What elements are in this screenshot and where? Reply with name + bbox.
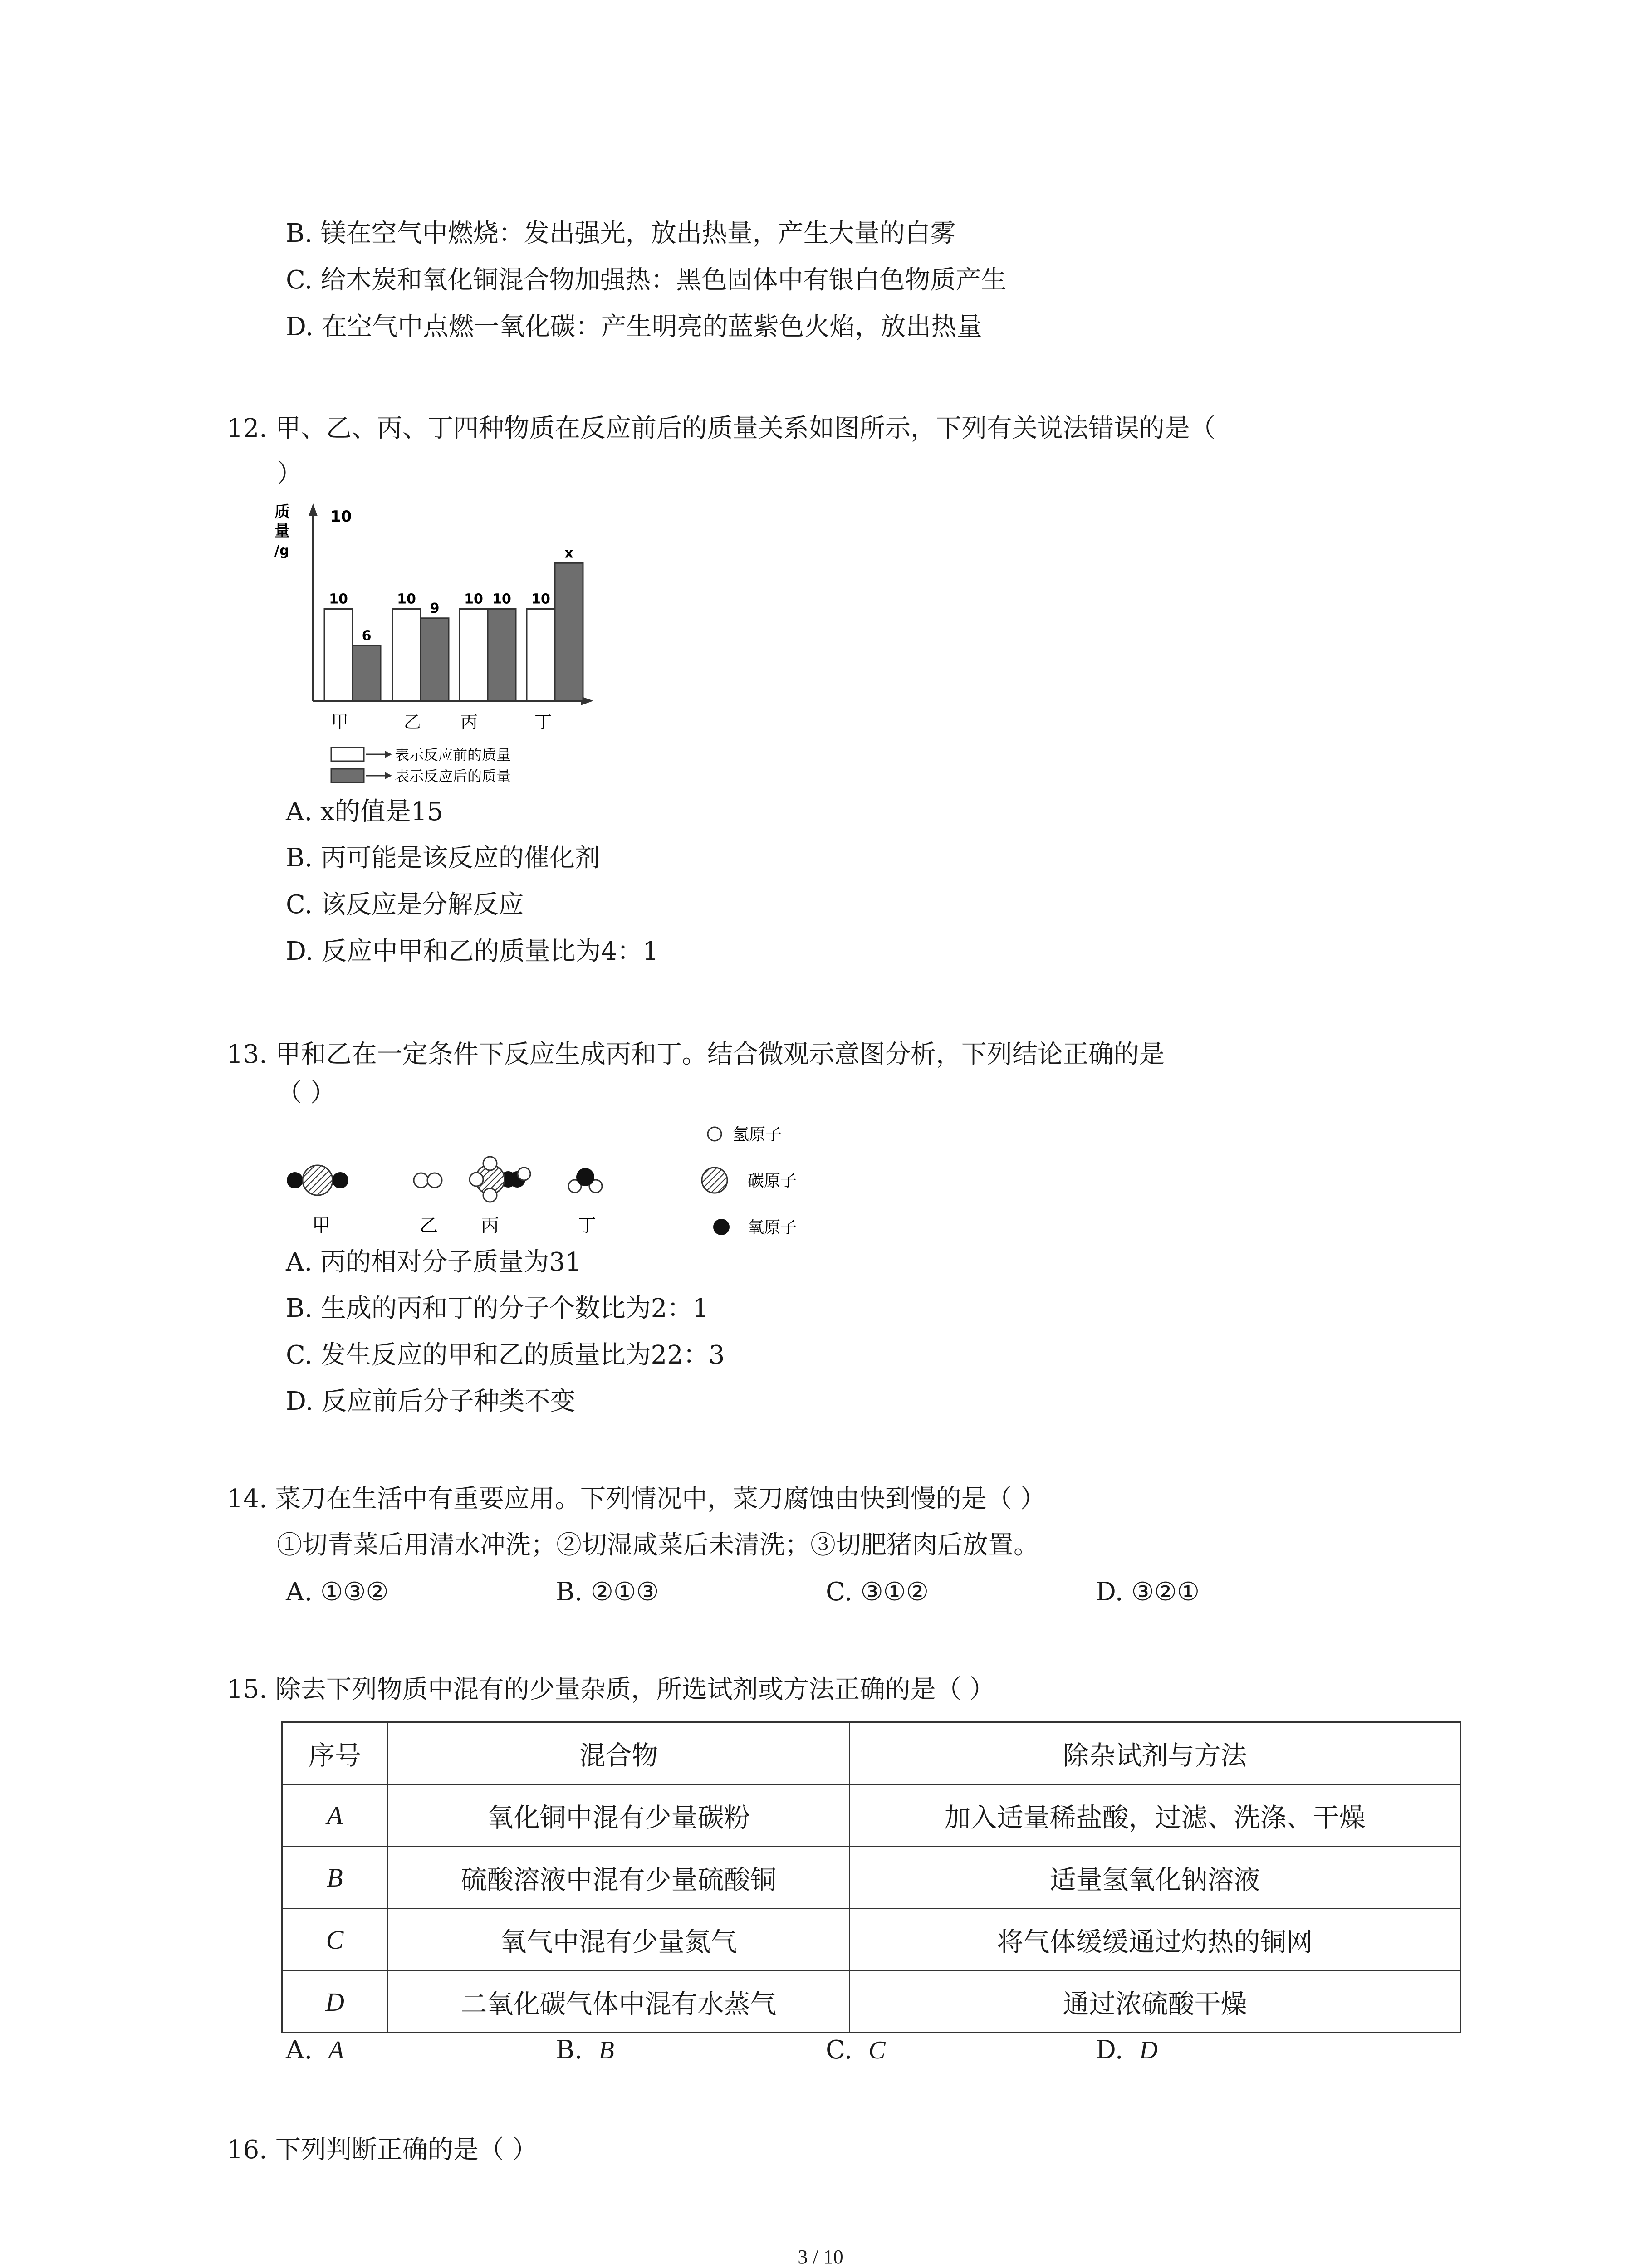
label-bing: 丙	[481, 1215, 499, 1236]
label-yi: 乙	[420, 1215, 438, 1236]
legend-carbon-icon	[702, 1168, 727, 1193]
bar-value-label: 10	[531, 591, 550, 607]
table-cell: 将气体缓缓通过灼热的铜网	[850, 1909, 1460, 1971]
table-row	[282, 1847, 1460, 1909]
q12-option-b: B. 丙可能是该反应的催化剂	[286, 843, 600, 873]
q16-stem: 16. 下列判断正确的是（ ）	[227, 2135, 538, 2165]
legend-before-swatch	[331, 748, 364, 761]
q14-option-b: B. ②①③	[556, 1577, 659, 1607]
q12-stem-cont: ）	[277, 459, 302, 489]
q13-stem-cont: （ ）	[277, 1078, 336, 1108]
option-value: C	[868, 2036, 886, 2064]
category-label: 乙	[404, 712, 421, 732]
legend-hydrogen-label: 氢原子	[733, 1125, 782, 1144]
option-prefix: A.	[286, 2035, 313, 2065]
option-prefix: D.	[1096, 2035, 1123, 2065]
q14-stem: 14. 菜刀在生活中有重要应用。下列情况中，菜刀腐蚀由快到慢的是（ ）	[227, 1484, 1046, 1514]
table-cell: 氧气中混有少量氮气	[388, 1909, 850, 1971]
chart-y-axis-arrow	[309, 503, 318, 516]
q14-option-d: D. ③②①	[1096, 1577, 1200, 1607]
q12-stem: 12. 甲、乙、丙、丁四种物质在反应前后的质量关系如图所示，下列有关说法错误的是（	[227, 414, 1215, 443]
bar-after-1	[353, 646, 381, 701]
legend-after-swatch	[331, 769, 364, 782]
q15-option-d	[1096, 2034, 1158, 2066]
q11-option-c: C. 给木炭和氧化铜混合物加强热：黑色固体中有银白色物质产生	[286, 265, 1007, 295]
q13-option-a: A. 丙的相对分子质量为31	[286, 1247, 582, 1277]
legend-before-label: 表示反应前的质量	[395, 746, 511, 763]
option-prefix: C.	[826, 2035, 852, 2065]
chart-y-tick-label: 10	[330, 508, 352, 526]
q15-option-b	[556, 2034, 614, 2066]
chart-ylabel-char-3: /g	[274, 543, 289, 559]
chart-ylabel-char-1: 质	[274, 503, 290, 521]
option-value: B	[598, 2036, 614, 2064]
bar-before-1	[324, 609, 353, 701]
molecule-jia	[287, 1165, 348, 1195]
legend-after-label: 表示反应后的质量	[395, 767, 511, 785]
label-jia: 甲	[312, 1215, 330, 1236]
chart-ylabel-char-2: 量	[274, 522, 290, 540]
label-ding: 丁	[578, 1215, 596, 1236]
molecule-bing	[470, 1157, 530, 1202]
table-cell: C	[282, 1909, 388, 1971]
molecule-ding	[568, 1168, 602, 1193]
molecule-yi	[414, 1173, 442, 1188]
table-cell: 加入适量稀盐酸，过滤、洗涤、干燥	[850, 1784, 1460, 1847]
legend-after-arrowhead	[385, 772, 392, 779]
q12-option-a: A. x的值是15	[286, 797, 443, 826]
option-value: D	[1139, 2036, 1158, 2064]
q14-option-a: A. ①③②	[286, 1577, 389, 1607]
q14-option-c: C. ③①②	[826, 1577, 929, 1607]
chart-bars	[324, 545, 583, 701]
bar-after-2	[421, 618, 449, 701]
page-number: 3 / 10	[798, 2246, 843, 2268]
bar-value-label: 10	[397, 591, 416, 607]
q14-sub: ①切青菜后用清水冲洗；②切湿咸菜后未清洗；③切肥猪肉后放置。	[277, 1530, 1039, 1560]
q11-option-b: B. 镁在空气中燃烧：发出强光，放出热量，产生大量的白雾	[286, 219, 956, 248]
category-label: 丙	[460, 712, 478, 732]
table-cell: 二氧化碳气体中混有水蒸气	[388, 1971, 850, 2033]
bar-value-label: 10	[329, 591, 348, 607]
table-header-cell: 除杂试剂与方法	[850, 1722, 1460, 1784]
legend-before-arrowhead	[385, 751, 392, 758]
table-row	[282, 1909, 1460, 1971]
bar-before-2	[392, 609, 421, 701]
table-row	[282, 1784, 1460, 1847]
table-cell: 通过浓硫酸干燥	[850, 1971, 1460, 2033]
table-cell: 氧化铜中混有少量碳粉	[388, 1784, 850, 1847]
legend-hydrogen-icon	[708, 1127, 721, 1141]
legend-oxygen-icon	[713, 1219, 730, 1235]
q13-molecule-diagram	[272, 1111, 835, 1247]
option-value: A	[328, 2036, 344, 2064]
table-cell: A	[282, 1784, 388, 1847]
q12-option-c: C. 该反应是分解反应	[286, 890, 524, 919]
bar-value-label: 10	[492, 591, 511, 607]
bar-value-label: 9	[430, 600, 440, 616]
option-prefix: B.	[556, 2035, 583, 2065]
bar-after-3	[488, 609, 516, 701]
table-cell: 硫酸溶液中混有少量硫酸铜	[388, 1847, 850, 1909]
table-header-cell: 序号	[282, 1722, 388, 1784]
table-header-cell: 混合物	[388, 1722, 850, 1784]
bar-value-label: x	[564, 545, 573, 562]
category-label: 甲	[331, 712, 349, 732]
table-cell: B	[282, 1847, 388, 1909]
q13-option-d: D. 反应前后分子种类不变	[286, 1387, 576, 1416]
table-row	[282, 1971, 1460, 2033]
bar-before-4	[527, 609, 555, 701]
q15-stem: 15. 除去下列物质中混有的少量杂质，所选试剂或方法正确的是（ ）	[227, 1675, 995, 1704]
legend-oxygen-label: 氧原子	[748, 1218, 797, 1237]
q11-option-d: D. 在空气中点燃一氧化碳：产生明亮的蓝紫色火焰，放出热量	[286, 312, 982, 342]
bar-value-label: 10	[464, 591, 483, 607]
q15-option-a	[286, 2034, 344, 2066]
q15-option-c	[826, 2034, 886, 2066]
chart-category-labels	[331, 712, 552, 732]
table-header-row	[282, 1722, 1460, 1784]
q12-bar-chart	[272, 499, 599, 798]
table-cell: D	[282, 1971, 388, 2033]
bar-value-label: 6	[362, 628, 372, 644]
bar-after-4	[555, 563, 583, 701]
table-cell: 适量氢氧化钠溶液	[850, 1847, 1460, 1909]
legend-carbon-label: 碳原子	[748, 1172, 797, 1190]
q13-stem: 13. 甲和乙在一定条件下反应生成丙和丁。结合微观示意图分析，下列结论正确的是	[227, 1040, 1165, 1069]
q13-option-c: C. 发生反应的甲和乙的质量比为22：3	[286, 1340, 725, 1370]
q15-table	[281, 1721, 1461, 2033]
category-label: 丁	[534, 712, 552, 732]
bar-before-3	[460, 609, 488, 701]
q13-option-b: B. 生成的丙和丁的分子个数比为2：1	[286, 1294, 709, 1323]
q12-option-d: D. 反应中甲和乙的质量比为4：1	[286, 937, 659, 966]
